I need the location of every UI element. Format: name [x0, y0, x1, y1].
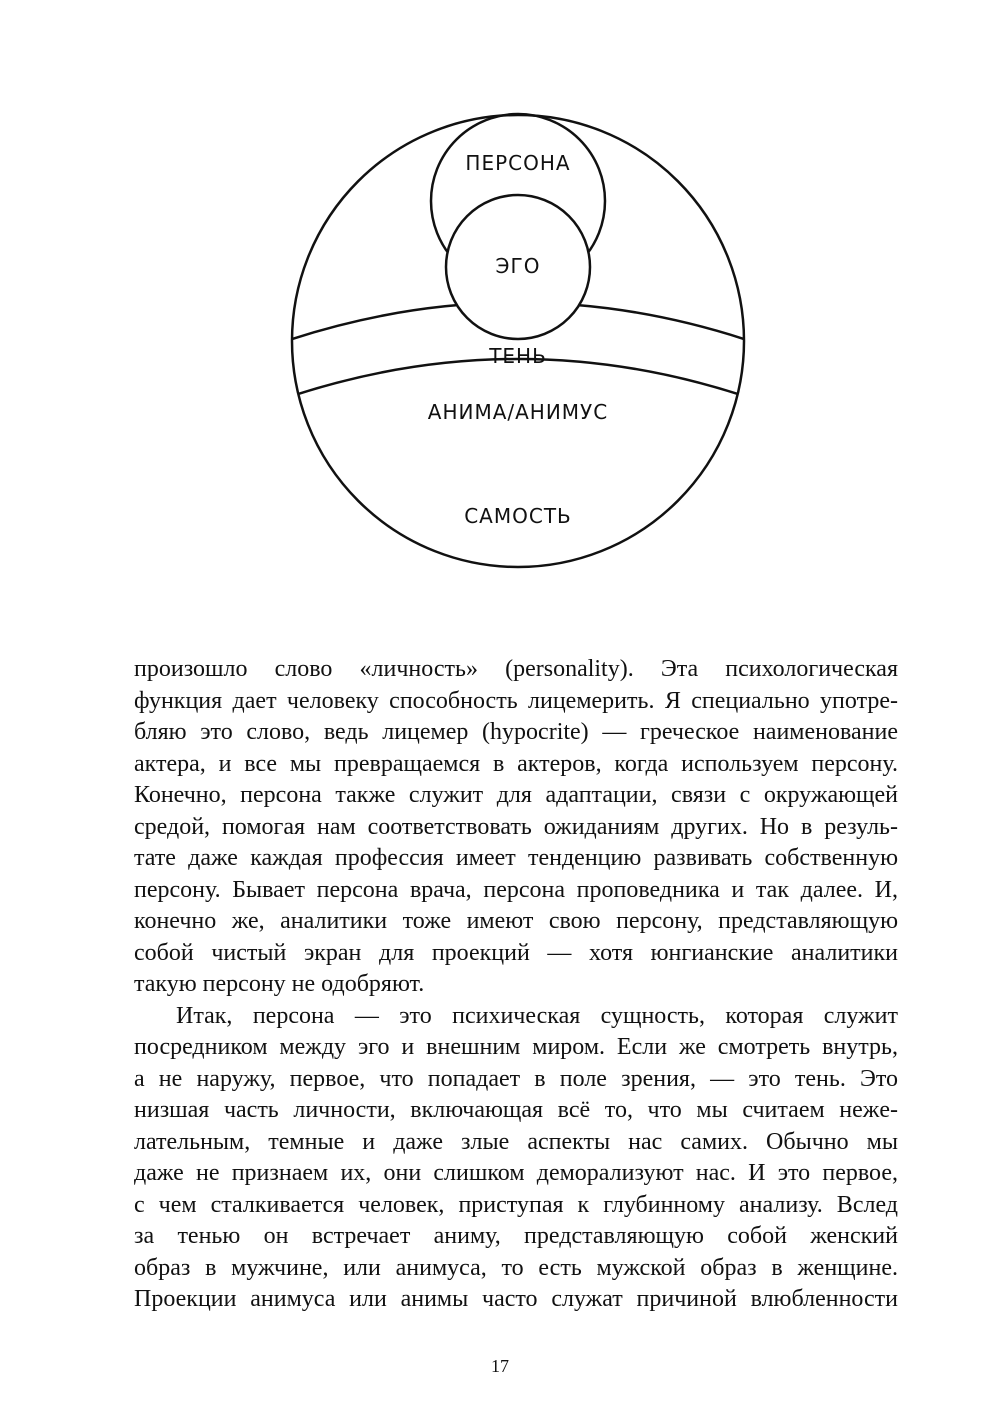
text-line: лательным, темные и даже злые аспекты нас самих. Обычно мы [134, 1128, 898, 1155]
text-line: конечно же, аналитики тоже имеют свою персону, представляющую [134, 908, 898, 934]
paragraph-1 [134, 654, 898, 1001]
text-line: Проекции анимуса или анимы часто служат причиной влюбленности [134, 1286, 898, 1312]
text-line: низшая часть личности, включающая всё то, что мы считаем нежe- [134, 1097, 898, 1123]
anima-animus-label: АНИМА/АНИМУС [427, 400, 609, 424]
psyche-structure-diagram [0, 0, 1000, 640]
text-line: средой, помогая нам соответствовать ожиданиям других. Но в резуль- [134, 813, 898, 840]
ego-label: ЭГО [495, 254, 541, 278]
persona-label: ПЕРСОНА [465, 151, 571, 175]
text-line: персону. Бывает персона врача, персона проповедника и так далее. И, [134, 876, 898, 903]
text-line: посредником между эго и внешним миром. Если же смотреть внутрь, [134, 1034, 898, 1060]
text-line: Итак, персона — это психическая сущность, которая служит [176, 1002, 898, 1029]
page-number: 17 [491, 1356, 509, 1376]
text-line: образ в мужчине, или анимуса, то есть мужской образ в женщине. [134, 1254, 898, 1281]
shadow-label: ТЕНЬ [489, 344, 547, 368]
text-line: тате даже каждая профессия имеет тенденцию развивать собственную [134, 845, 898, 871]
text-line: а не наружу, первое, что попадает в поле зрения, — это тень. Это [134, 1065, 898, 1092]
paragraph-2 [134, 1001, 898, 1316]
text-line: собой чистый экран для проекций — хотя юнгианские аналитики [134, 939, 898, 966]
text-line: за тенью он встречает аниму, представляющую собой женский [134, 1223, 898, 1249]
text-line: функция дает человеку способность лицемерить. Я специально употре- [134, 687, 898, 714]
text-line: с чем сталкивается человек, приступая к глубинному анализу. Вслед [134, 1191, 898, 1218]
body-text [134, 654, 898, 1316]
text-line: произошло слово «личность» (personality). Эта психологическая [134, 656, 898, 682]
text-line: даже не признаем их, они слишком деморализуют нас. И это первое, [134, 1160, 898, 1186]
text-line: Конечно, персона также служит для адаптации, связи с окружающей [134, 782, 898, 808]
text-line: такую персону не одобряют. [134, 971, 425, 997]
text-line: актера, и все мы превращаемся в актеров, когда используем персону. [134, 750, 898, 777]
self-label: САМОСТЬ [464, 504, 572, 528]
text-line: бляю это слово, ведь лицемер (hypocrite) — греческое наименование [134, 719, 898, 745]
self-outer-circle [292, 115, 744, 567]
